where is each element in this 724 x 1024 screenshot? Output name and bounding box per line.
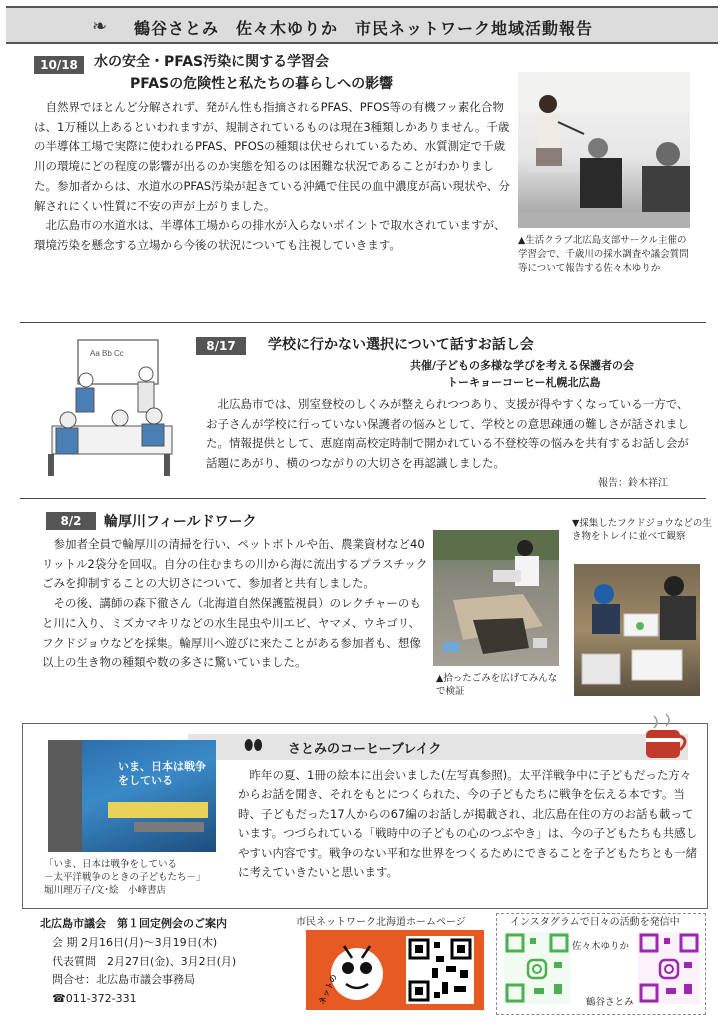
ant-mascot-icon [322, 936, 392, 1006]
board-text: Aa Bb Cc [90, 349, 124, 358]
newsletter-header [6, 6, 718, 44]
mascot-label: ネットの [317, 973, 339, 1006]
book-cover-art [48, 740, 216, 852]
river-cleanup-photo [433, 530, 559, 666]
instagram-name-sasaki: 佐々木ゆりか [572, 941, 630, 952]
leaf-icon: ❧ [92, 16, 108, 37]
section1-title: 水の安全・PFAS汚染に関する学習会 [94, 54, 330, 70]
children-class-illustration [38, 336, 178, 478]
classroom-drawing [38, 336, 178, 478]
section3-paragraph: 参加者全員で輪厚川の清掃を行い、ペットボトルや缶、農業資材など40リットル2袋分を回収。自分の住むまちの川から海に流出するプラスチックごみを抑制することの大切さについて、参加者と共有しました。 [42, 537, 428, 591]
coffee-break-body: 昨年の夏、1冊の絵本に出会いました(左写真参照)。太平洋戦争中に子どもだった方々からお話を聞き、それをもとにつくられた、今の子どもたちに戦争を伝える本です。当時、子どもだった17人からの67編のお話しが掲載され、北広島在住の方のお話も載っています。つづられている「戦時中の子どもの心のつぶやき」は、今の子どもたちも共感しやすい内容です。戦争のない平和な世界をつくるためにできることを子どもたちとも一緒に考えていきたいと思います。 [238, 768, 698, 880]
section1-photo-caption: ▲生活クラブ北広島支部サークル主催の学習会で、千歳川の採水調査や議会質問等について報告する佐々木ゆりか [518, 235, 689, 274]
creature-photo-caption: ▼採集したフクドジョウなどの生き物をトレイに並べて観察 [572, 518, 712, 542]
council-line: 代表質問 2月27日(金)、3月2日(月) [52, 954, 237, 968]
section1-paragraph: 北広島市の水道水は、半導体工場からの排水が入らないポイントで取水されていますが、環境汚染を懸念する立場から今後の状況についても注視していきます。 [34, 218, 506, 252]
instagram-name-tsuruya: 鶴谷さとみ [586, 997, 634, 1008]
coffee-bean-icon: ⬮⬮ [244, 736, 263, 754]
section2-host-line1: 共催/子どもの多様な学びを考える保護者の会 [410, 359, 635, 372]
book-caption [44, 858, 234, 897]
section3-title: 輪厚川フィールドワーク [104, 514, 257, 530]
council-line: 問合せ：北広島市議会事務局 [52, 973, 195, 986]
council-info [52, 934, 236, 1008]
council-line: ☎011-372-331 [52, 991, 137, 1005]
book-cover-title: いま、日本は戦争をしている [118, 760, 206, 787]
picture-book-photo [48, 740, 216, 852]
section3-body [42, 535, 428, 673]
section1-subtitle: PFASの危険性と私たちの暮らしへの影響 [130, 76, 394, 92]
section3-paragraph: その後、講師の森下徹さん（北海道自然保護監視員）のレクチャーのもと川に入り、ミズカマキリなどの水生昆虫や川エビ、ヤマメ、ウキゴリ、フクドジョウなどを採集。輪厚川へ遊びに来たことがある参加者も、想像以上の生き物の種類や数の多さに驚いていました。 [42, 596, 421, 670]
section2-title: 学校に行かない選択について話すお話し会 [268, 337, 534, 353]
section-divider [20, 498, 706, 499]
book-caption-line: －太平洋戦争のときの子どもたち－」 [44, 872, 206, 883]
website-title: 市民ネットワーク北海道ホームページ [296, 917, 466, 928]
creature-observation-photo [574, 564, 700, 696]
section2-reporter: 報告：鈴木祥江 [598, 478, 668, 489]
section1-date-badge: 10/18 [34, 56, 84, 74]
coffee-break-title: さとみのコーヒーブレイク [288, 742, 442, 757]
section2-body: 北広島市では、別室登校のしくみが整えられつつあり、支援が得やすくなっている一方で、お子さんが学校に行っていない保護者の悩みとして、学校との意思疎通の難しさが話されました。情報提供として、恵庭南高校定時制で開かれている不登校等の悩みを共有するお話し会が話題にあがり、横のつながりの大切さを再認識しました。 [206, 397, 689, 470]
website-banner[interactable] [306, 930, 484, 1010]
cleanup-photo-caption: ▲拾ったごみを広げてみんなで検証 [436, 673, 558, 697]
study-meeting-photo [518, 72, 690, 228]
instagram-qr-tsuruya[interactable] [638, 932, 700, 1004]
website-qr-code[interactable] [406, 936, 474, 1004]
section2-date-badge: 8/17 [196, 337, 246, 355]
section1-paragraph: 自然界でほとんど分解されず、発がん性も指摘されるPFAS、PFOS等の有機フッ素化合物は、1万種以上あるといわれますが、規制されているものは現在3種類しかありません。千歳の半導体工場で実際に使われるPFAS、PFOSの種類は伏せられているため、水質測定で千歳川の環境にどの程度の影響が出るのか実態を知るのは困難な状況であることがわかりました。参加者からは、水道水のPFAS汚染が起きている沖縄で住民の血中濃度が高い現状や、分解されにくい性質に不安の声が上がりました。 [34, 100, 510, 213]
council-title: 北広島市議会 第１回定例会のご案内 [40, 917, 227, 930]
newsletter-title: 鶴谷さとみ 佐々木ゆりか 市民ネットワーク地域活動報告 [134, 19, 594, 38]
council-line: 会 期 2月16日(月)～3月19日(木) [52, 936, 218, 949]
book-caption-line: 堀川理万子/文･絵 小峰書店 [44, 885, 166, 896]
section2-host-line2: トーキョーコーヒー札幌北広島 [447, 376, 601, 389]
book-caption-line: 「いま、日本は戦争をしている [44, 859, 178, 870]
instagram-title: インスタグラムで日々の活動を発信中 [510, 917, 680, 928]
study-meeting-scene [518, 72, 690, 228]
coffee-cup-icon [640, 712, 692, 762]
instagram-qr-sasaki[interactable] [504, 932, 570, 1004]
section-divider [20, 322, 706, 323]
observation-scene [574, 564, 700, 696]
section1-body [34, 98, 510, 256]
section3-date-badge: 8/2 [46, 512, 96, 530]
cleanup-scene [433, 530, 559, 666]
